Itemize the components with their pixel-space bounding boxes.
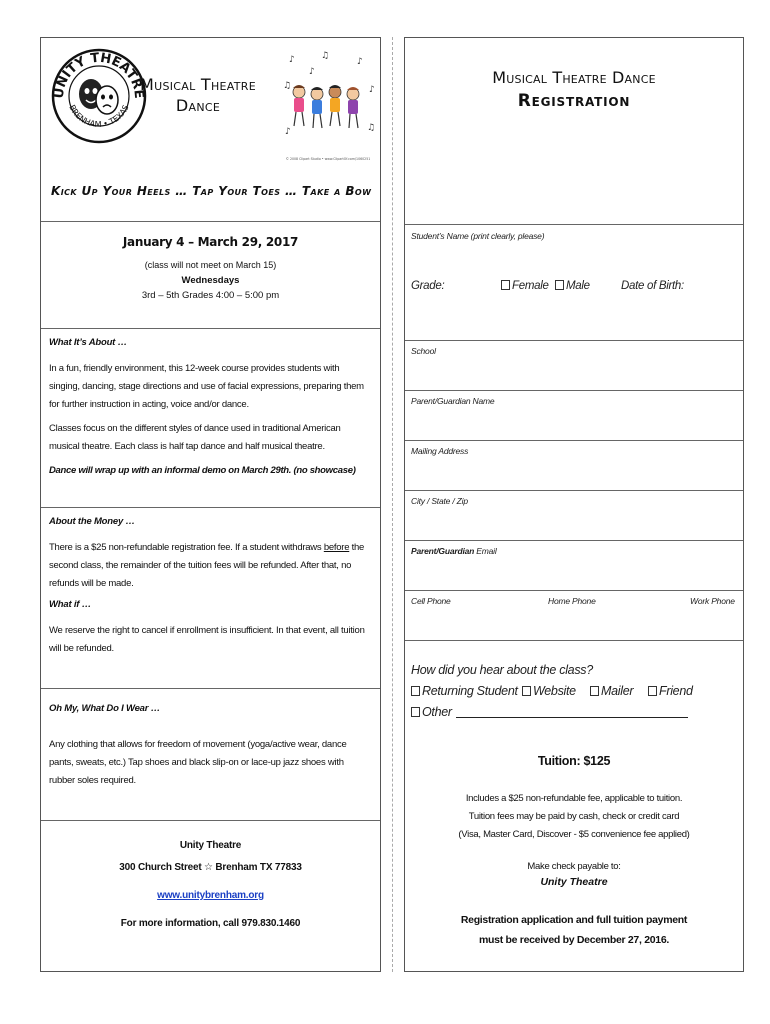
about-section bbox=[41, 328, 380, 507]
option-website[interactable]: Website bbox=[522, 684, 576, 698]
male-checkbox[interactable] bbox=[555, 280, 564, 290]
money-paragraph: There is a $25 non-refundable registration fee. If a student withdraws before the second class, the remainder of the tuition fees will be refunded. After that, no refunds will be made. bbox=[49, 542, 365, 589]
info-phone: For more information, call 979.830.1460 bbox=[120, 918, 301, 929]
website-checkbox[interactable] bbox=[522, 686, 531, 696]
wear-heading: Oh My, What Do I Wear … bbox=[49, 703, 160, 714]
grade-label: Grade: bbox=[411, 280, 445, 292]
brochure-title: Musical Theatre Dance bbox=[140, 75, 256, 115]
whatif-paragraph: We reserve the right to cancel if enrollment is insufficient. In that event, all tuition will be refunded. bbox=[49, 625, 365, 654]
mailer-checkbox[interactable] bbox=[590, 686, 599, 696]
work-phone-label: Work Phone bbox=[690, 596, 735, 606]
svg-text:♪: ♪ bbox=[357, 57, 363, 67]
brochure-panel bbox=[40, 37, 381, 972]
schedule-section bbox=[41, 221, 380, 328]
parent-name-label: Parent/Guardian Name bbox=[411, 396, 495, 406]
tuition-note-1: Includes a $25 non-refundable fee, applicable to tuition. bbox=[465, 793, 683, 804]
city-state-zip-field[interactable] bbox=[405, 490, 743, 540]
registration-panel bbox=[404, 37, 744, 972]
whatif-heading: What if … bbox=[49, 599, 91, 610]
tuition-amount: Tuition: $125 bbox=[537, 754, 611, 768]
about-paragraph-2: Classes focus on the different styles of dance used in traditional American musical theatre. Each class is half tap dance and half musical theatre. bbox=[49, 423, 341, 452]
course-dates: January 4 – March 29, 2017 bbox=[122, 235, 299, 249]
option-mailer[interactable]: Mailer bbox=[590, 684, 633, 698]
venue-name: Unity Theatre bbox=[179, 840, 242, 851]
student-name-label: Student’s Name (print clearly, please) bbox=[411, 231, 545, 241]
friend-checkbox[interactable] bbox=[648, 686, 657, 696]
website-link[interactable]: www.unitybrenham.org bbox=[157, 890, 264, 901]
fold-line bbox=[392, 37, 393, 972]
venue-address: 300 Church Street ☆ Brenham TX 77833 bbox=[119, 862, 302, 873]
school-label: School bbox=[411, 346, 436, 356]
school-field[interactable] bbox=[405, 340, 743, 390]
class-day: Wednesdays bbox=[181, 275, 240, 286]
contact-section bbox=[41, 820, 380, 972]
email-field[interactable] bbox=[405, 540, 743, 590]
option-other[interactable]: Other bbox=[411, 705, 688, 719]
mailing-address-label: Mailing Address bbox=[411, 446, 469, 456]
home-phone-label: Home Phone bbox=[548, 596, 596, 606]
about-paragraph-1: In a fun, friendly environment, this 12-week course provides students with singing, dancing, stage directions and use of facial expressions, preparing them for further instruction in acting, voice and/or dance. bbox=[49, 363, 364, 410]
deadline-line-1: Registration application and full tuition payment bbox=[460, 914, 688, 926]
registration-title: Musical Theatre Dance Registration bbox=[492, 68, 656, 111]
tagline: Kick Up Your Heels … Tap Your Toes … Take a Bow bbox=[51, 184, 372, 198]
student-field[interactable] bbox=[405, 224, 743, 340]
female-option[interactable]: Female bbox=[501, 280, 549, 292]
tuition-note-2: Tuition fees may be paid by cash, check or credit card bbox=[468, 811, 680, 822]
svg-text:♪: ♪ bbox=[369, 85, 375, 95]
female-checkbox[interactable] bbox=[501, 280, 510, 290]
city-state-zip-label: City / State / Zip bbox=[411, 496, 468, 506]
other-line[interactable] bbox=[456, 717, 688, 718]
svg-text:© 2008 Clipart Studio • www.Cl: © 2008 Clipart Studio • www.ClipartOf.com/1060251 bbox=[285, 157, 371, 161]
payment-section bbox=[405, 640, 743, 972]
about-paragraph-3: Dance will wrap up with an informal demo on March 29th. (no showcase) bbox=[49, 465, 356, 476]
deadline-line-2: must be received by December 27, 2016. bbox=[479, 934, 669, 946]
mailing-address-field[interactable] bbox=[405, 440, 743, 490]
svg-text:♫: ♫ bbox=[321, 51, 330, 61]
option-friend[interactable]: Friend bbox=[648, 684, 693, 698]
dancing-kids-image bbox=[279, 48, 377, 166]
payable-label: Make check payable to: bbox=[527, 861, 621, 872]
tuition-note-3: (Visa, Master Card, Discover - $5 convenience fee applied) bbox=[458, 829, 690, 840]
svg-text:♪: ♪ bbox=[309, 67, 315, 77]
svg-text:♪: ♪ bbox=[285, 127, 291, 137]
payable-to: Unity Theatre bbox=[540, 876, 608, 888]
option-returning[interactable]: Returning Student bbox=[411, 684, 518, 698]
svg-text:♪: ♪ bbox=[289, 55, 295, 65]
hear-question: How did you hear about the class? bbox=[411, 663, 593, 677]
about-heading: What It’s About … bbox=[49, 337, 127, 348]
svg-text:UNITY THEATRE: UNITY THEATRE bbox=[51, 50, 147, 100]
money-section bbox=[41, 507, 380, 688]
dob-label: Date of Birth: bbox=[621, 280, 684, 292]
money-heading: About the Money … bbox=[49, 516, 135, 527]
returning-checkbox[interactable] bbox=[411, 686, 420, 696]
wear-section bbox=[41, 688, 380, 820]
svg-text:♫: ♫ bbox=[283, 81, 292, 91]
male-option[interactable]: Male bbox=[555, 280, 590, 292]
cell-phone-label: Cell Phone bbox=[411, 596, 451, 606]
wear-paragraph: Any clothing that allows for freedom of movement (yoga/active wear, dance pants, sweats, etc.) Tap shoes and black slip-on or lace-up jazz shoes with rubber soles required. bbox=[49, 739, 347, 786]
no-meet-note: (class will not meet on March 15) bbox=[144, 260, 277, 270]
email-label: Parent/Guardian Email bbox=[411, 546, 497, 556]
svg-text:♫: ♫ bbox=[367, 123, 376, 133]
phone-field[interactable] bbox=[405, 590, 743, 640]
grades-time: 3rd – 5th Grades 4:00 – 5:00 pm bbox=[141, 290, 280, 301]
svg-text:BRENHAM • TEXAS: BRENHAM • TEXAS bbox=[67, 103, 131, 129]
other-checkbox[interactable] bbox=[411, 707, 420, 717]
parent-name-field[interactable] bbox=[405, 390, 743, 440]
